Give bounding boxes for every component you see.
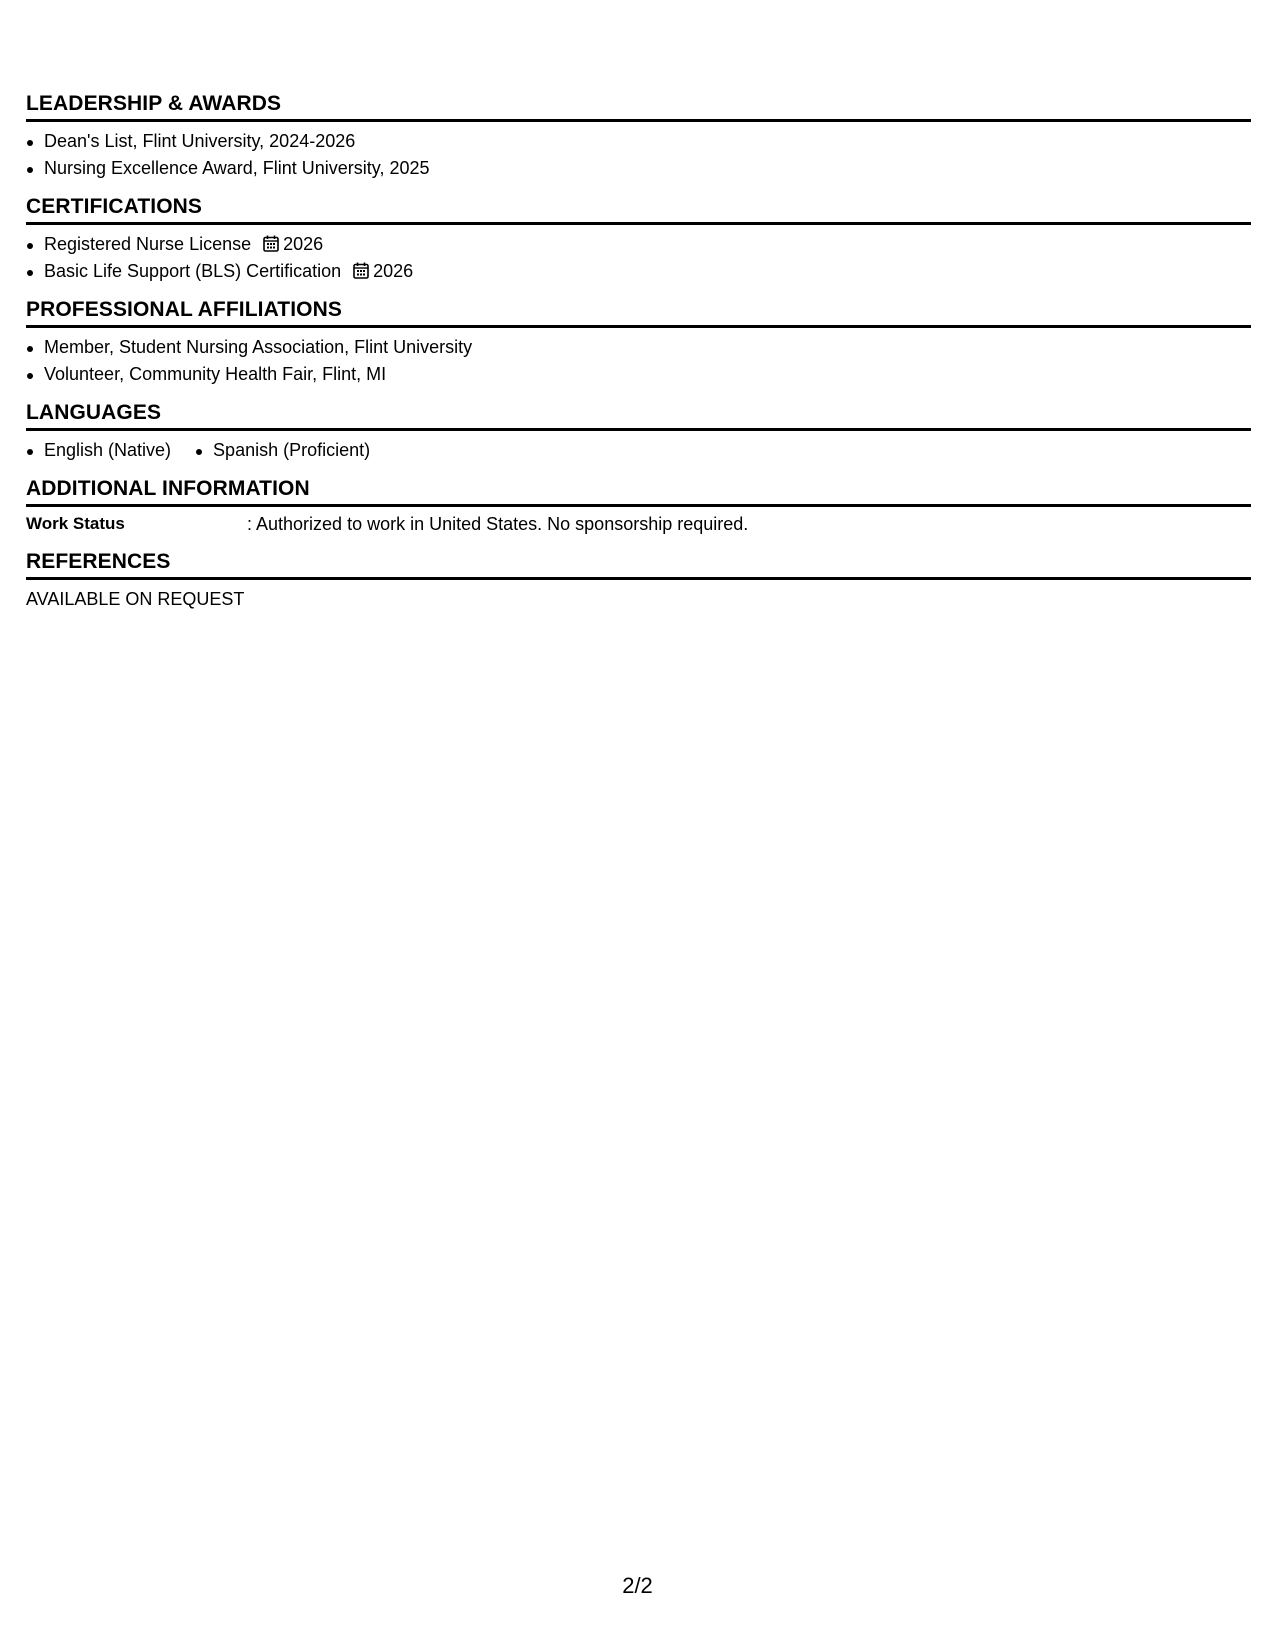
list-item: Volunteer, Community Health Fair, Flint, MI: [26, 361, 1251, 388]
section-title-leadership: LEADERSHIP & AWARDS: [26, 92, 282, 115]
work-status-value: : Authorized to work in United States. No sponsorship required.: [247, 514, 749, 534]
leadership-section: [26, 92, 1251, 182]
section-title-references: REFERENCES: [26, 550, 171, 573]
certifications-list: [26, 231, 1251, 285]
list-item: Member, Student Nursing Association, Flint University: [26, 334, 1251, 361]
section-divider: [26, 325, 1251, 328]
affiliations-section: [26, 298, 1251, 388]
section-title-certifications: CERTIFICATIONS: [26, 195, 203, 218]
languages-list: [26, 437, 1251, 464]
list-item: Dean's List, Flint University, 2024-2026: [26, 128, 1251, 155]
certification-year: 2026: [373, 261, 414, 281]
section-divider: [26, 119, 1251, 122]
section-title-languages: LANGUAGES: [26, 401, 162, 424]
section-divider: [26, 222, 1251, 225]
calendar-icon: [263, 233, 279, 260]
section-divider: [26, 504, 1251, 507]
references-text: AVAILABLE ON REQUEST: [26, 589, 245, 609]
leadership-list: [26, 128, 1251, 182]
languages-section: [26, 401, 1251, 464]
certification-year: 2026: [283, 234, 324, 254]
certifications-section: [26, 195, 1251, 285]
language-item: Spanish (Proficient): [195, 437, 370, 464]
work-status-row: [26, 511, 1251, 537]
list-item: [26, 231, 1251, 258]
section-title-affiliations: PROFESSIONAL AFFILIATIONS: [26, 298, 342, 321]
certification-name: Registered Nurse License: [44, 234, 252, 254]
additional-info-section: [26, 477, 1251, 537]
affiliations-list: [26, 334, 1251, 388]
page-number: 2/2: [622, 1573, 653, 1598]
certification-name: Basic Life Support (BLS) Certification: [44, 261, 342, 281]
language-item: English (Native): [26, 437, 171, 464]
section-divider: [26, 428, 1251, 431]
section-title-additional-info: ADDITIONAL INFORMATION: [26, 477, 310, 500]
list-item: [26, 258, 1251, 285]
resume-page: [26, 92, 1251, 612]
section-divider: [26, 577, 1251, 580]
calendar-icon: [353, 260, 369, 287]
references-section: [26, 550, 1251, 612]
work-status-label: Work Status: [26, 514, 125, 533]
list-item: Nursing Excellence Award, Flint University, 2025: [26, 155, 1251, 182]
